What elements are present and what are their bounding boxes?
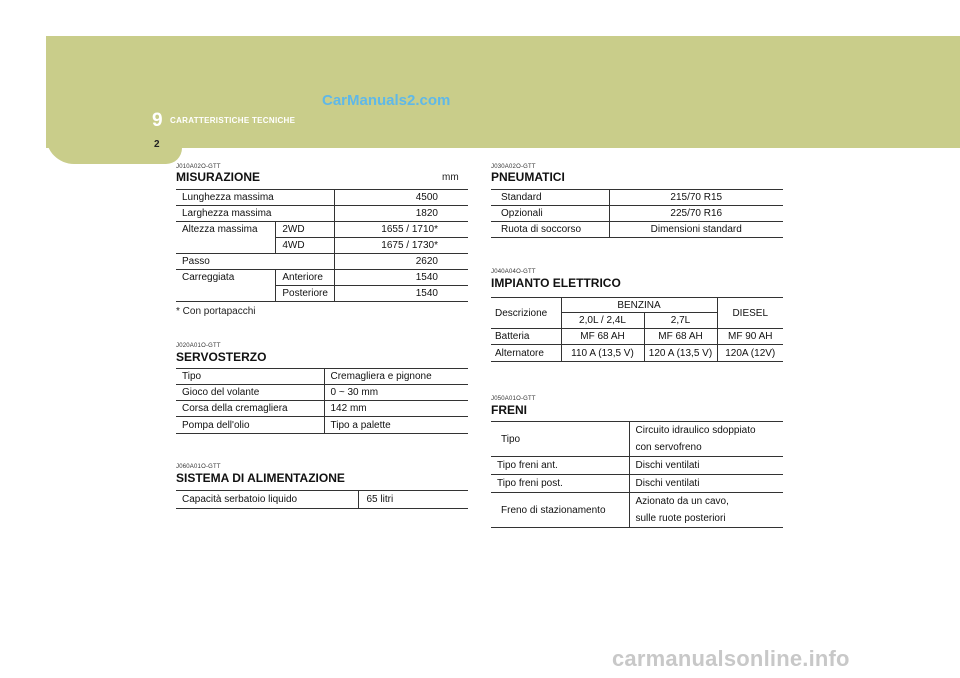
table-row: [176, 401, 468, 417]
row-value: Dimensioni standard: [609, 222, 783, 238]
section-code: J020A01O-GTT: [176, 343, 221, 349]
elettrico-table: [491, 297, 783, 362]
row-label: Tipo freni ant.: [491, 457, 629, 475]
table-row: [491, 422, 783, 457]
diesel-header: DIESEL: [717, 298, 783, 329]
row-value: MF 68 AH: [561, 329, 644, 345]
table-row: [491, 206, 783, 222]
row-value: 120A (12V): [717, 345, 783, 362]
chapter-header-band: [46, 36, 960, 148]
row-value: 120 A (13,5 V): [644, 345, 717, 362]
section-title-pneumatici: PNEUMATICI: [491, 170, 565, 184]
row-value: MF 90 AH: [717, 329, 783, 345]
row-sublabel: 4WD: [276, 238, 335, 254]
row-value: Dischi ventilati: [629, 457, 783, 475]
row-value: 142 mm: [324, 401, 468, 417]
row-value: Dischi ventilati: [629, 475, 783, 493]
watermark-top[interactable]: CarManuals2.com: [322, 92, 451, 109]
table-row: [491, 493, 783, 528]
row-value-line: Azionato da un cavo,: [635, 496, 729, 507]
table-row: [491, 329, 783, 345]
section-code: J040A04O-GTT: [491, 269, 536, 275]
row-value: 215/70 R15: [609, 190, 783, 206]
chapter-number: 9: [152, 110, 163, 131]
engine-col-b: 2,7L: [644, 313, 717, 329]
servosterzo-table: [176, 368, 468, 434]
section-code: J010A02O-GTT: [176, 164, 221, 170]
table-row: [491, 345, 783, 362]
row-label: Corsa della cremagliera: [176, 401, 324, 417]
row-value-line: con servofreno: [635, 442, 702, 453]
engine-col-a: 2,0L / 2,4L: [561, 313, 644, 329]
row-value: 110 A (13,5 V): [561, 345, 644, 362]
row-label: Larghezza massima: [176, 206, 334, 222]
table-row: [491, 222, 783, 238]
table-row: [176, 286, 468, 302]
table-row: [491, 475, 783, 493]
chapter-title: CARATTERISTICHE TECNICHE: [170, 116, 296, 125]
misurazione-table: [176, 189, 468, 302]
table-row: [176, 190, 468, 206]
table-row: [491, 190, 783, 206]
section-code: J060A01O-GTT: [176, 464, 221, 470]
row-label: Lunghezza massima: [176, 190, 334, 206]
table-row: [491, 298, 783, 313]
benzina-header: BENZINA: [561, 298, 717, 313]
section-title-servosterzo: SERVOSTERZO: [176, 350, 267, 364]
row-label: Passo: [176, 254, 334, 270]
row-value: 225/70 R16: [609, 206, 783, 222]
row-label: Altezza massima: [176, 222, 276, 238]
row-value: 1540: [334, 286, 468, 302]
row-value: 0 ~ 30 mm: [324, 385, 468, 401]
row-sublabel: Anteriore: [276, 270, 335, 286]
row-value: 2620: [334, 254, 468, 270]
row-value: 1820: [334, 206, 468, 222]
watermark-footer[interactable]: carmanualsonline.info: [612, 646, 850, 671]
table-row: [176, 491, 468, 509]
row-value: MF 68 AH: [644, 329, 717, 345]
section-title-freni: FRENI: [491, 403, 527, 417]
row-value-line: sulle ruote posteriori: [635, 513, 726, 524]
row-value: 1655 / 1710*: [334, 222, 468, 238]
pneumatici-table: [491, 189, 783, 238]
row-label: Pompa dell'olio: [176, 417, 324, 434]
row-value-line: Circuito idraulico sdoppiato: [635, 425, 756, 436]
descrizione-header: Descrizione: [491, 298, 561, 329]
page-number: 2: [154, 139, 160, 150]
row-label: Tipo: [491, 422, 629, 457]
table-row: [176, 385, 468, 401]
freni-table: [491, 421, 783, 528]
table-row: [491, 457, 783, 475]
row-sublabel: 2WD: [276, 222, 335, 238]
row-label: Standard: [491, 190, 609, 206]
table-row: [176, 222, 468, 238]
table-row: [176, 206, 468, 222]
row-value: Cremagliera e pignone: [324, 369, 468, 385]
row-label: Opzionali: [491, 206, 609, 222]
row-sublabel: Posteriore: [276, 286, 335, 302]
section-code: J030A02O-GTT: [491, 164, 536, 170]
row-value: 4500: [334, 190, 468, 206]
table-row: [176, 238, 468, 254]
unit-label: mm: [442, 172, 459, 183]
table-row: [176, 369, 468, 385]
row-label: Tipo freni post.: [491, 475, 629, 493]
section-code: J050A01O-GTT: [491, 396, 536, 402]
row-label: Freno di stazionamento: [491, 493, 629, 528]
row-value: 65 litri: [358, 491, 468, 509]
footnote: * Con portapacchi: [176, 306, 256, 317]
section-title-elettrico: IMPIANTO ELETTRICO: [491, 276, 621, 290]
table-row: [176, 270, 468, 286]
row-label: Tipo: [176, 369, 324, 385]
row-value: Tipo a palette: [324, 417, 468, 434]
row-value: [629, 493, 783, 528]
row-value: 1540: [334, 270, 468, 286]
row-label: Ruota di soccorso: [491, 222, 609, 238]
row-label: Carreggiata: [176, 270, 276, 286]
table-row: [176, 417, 468, 434]
row-label: Batteria: [491, 329, 561, 345]
row-value: [629, 422, 783, 457]
section-title-alimentazione: SISTEMA DI ALIMENTAZIONE: [176, 471, 345, 485]
section-title-misurazione: MISURAZIONE: [176, 170, 260, 184]
row-value: 1675 / 1730*: [334, 238, 468, 254]
row-label: Alternatore: [491, 345, 561, 362]
row-label: Gioco del volante: [176, 385, 324, 401]
row-label: Capacità serbatoio liquido: [176, 491, 358, 509]
alimentazione-table: [176, 490, 468, 509]
table-row: [176, 254, 468, 270]
